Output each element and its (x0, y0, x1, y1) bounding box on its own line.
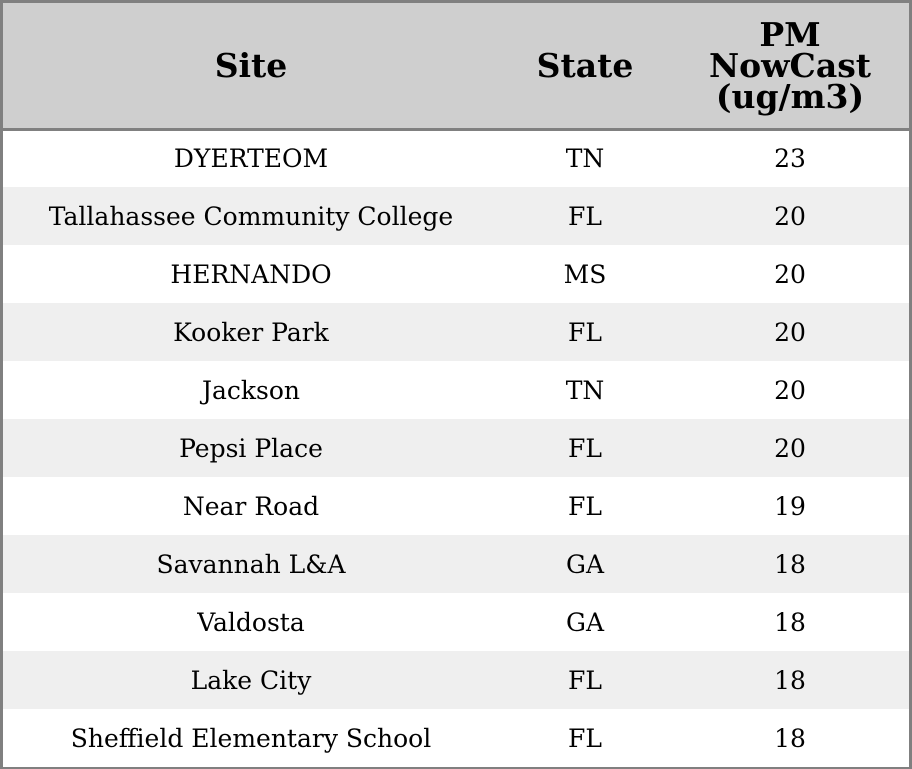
column-header-pm-line-2: NowCast (708, 45, 872, 85)
state-cell: FL (568, 665, 602, 695)
column-header-site (3, 3, 499, 129)
pm-value-cell: 19 (774, 491, 806, 521)
table-row (3, 187, 909, 245)
site-cell: Pepsi Place (179, 433, 323, 463)
column-header-pm-line-1: PM (759, 14, 821, 54)
column-header-pm-line-3: (ug/m3) (715, 76, 865, 116)
state-cell: FL (568, 433, 602, 463)
state-cell: GA (565, 607, 605, 637)
table-row (3, 361, 909, 419)
pm-value-cell: 18 (774, 607, 806, 637)
state-cell: FL (568, 201, 602, 231)
table-body (3, 129, 909, 767)
table-row (3, 651, 909, 709)
table-row (3, 129, 909, 187)
pm-value-cell: 20 (774, 375, 806, 405)
pm-value-cell: 23 (774, 144, 806, 174)
state-cell: GA (565, 549, 605, 579)
site-cell: Sheffield Elementary School (70, 723, 432, 753)
column-header-site-text: Site (214, 45, 288, 85)
site-cell: Tallahassee Community College (48, 201, 454, 231)
site-cell: Savannah L&A (156, 549, 346, 579)
table-header (3, 3, 909, 129)
site-cell: Lake City (190, 665, 312, 695)
data-table (3, 3, 909, 767)
table-row (3, 419, 909, 477)
column-header-pm-nowcast (671, 3, 909, 129)
site-cell: DYERTEOM (173, 144, 329, 174)
pm-value-cell: 20 (774, 317, 806, 347)
column-header-state (499, 3, 671, 129)
pm-value-cell: 20 (774, 433, 806, 463)
pm-value-cell: 18 (774, 723, 806, 753)
table-row (3, 709, 909, 767)
pm-value-cell: 20 (774, 259, 806, 289)
site-cell: HERNANDO (170, 259, 332, 289)
state-cell: TN (565, 144, 605, 174)
table-row (3, 477, 909, 535)
pm-value-cell: 20 (774, 201, 806, 231)
site-cell: Near Road (182, 491, 320, 521)
table-row (3, 593, 909, 651)
table-row (3, 303, 909, 361)
site-cell: Kooker Park (173, 317, 329, 347)
state-cell: TN (565, 375, 605, 405)
header-row (3, 3, 909, 129)
state-cell: FL (568, 317, 602, 347)
state-cell: MS (563, 259, 607, 289)
site-cell: Valdosta (197, 607, 305, 637)
pm-value-cell: 18 (774, 549, 806, 579)
column-header-state-text: State (536, 45, 634, 85)
state-cell: FL (568, 723, 602, 753)
table-row (3, 535, 909, 593)
site-cell: Jackson (201, 375, 301, 405)
table-row (3, 245, 909, 303)
state-cell: FL (568, 491, 602, 521)
pm-value-cell: 18 (774, 665, 806, 695)
